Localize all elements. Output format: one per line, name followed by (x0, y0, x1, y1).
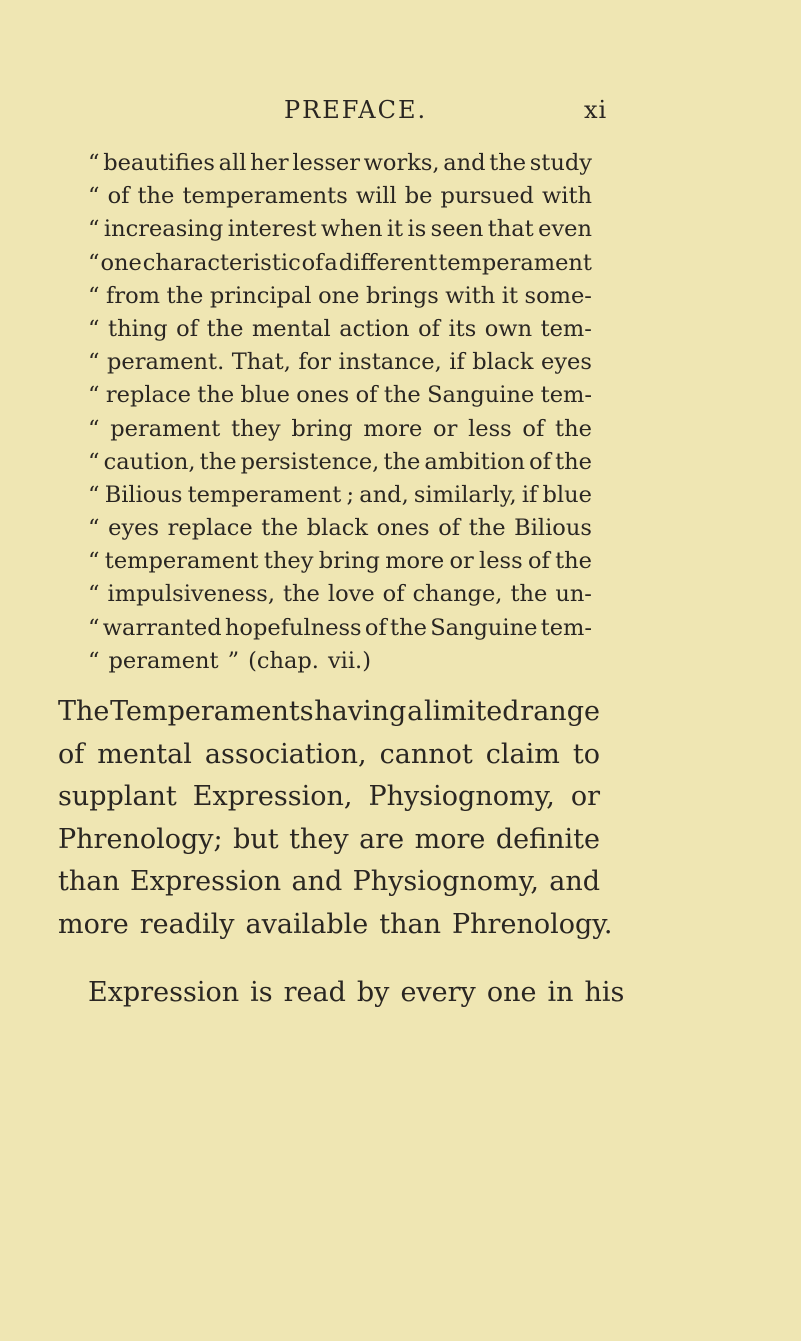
page-number: xi (584, 96, 608, 124)
quote-line: “ caution, the persistence, the ambition of the (88, 448, 592, 475)
quote-line: “ warranted hopefulness of the Sanguine tem- (88, 614, 592, 641)
quote-line: “ eyes replace the black ones of the Bilious (88, 515, 592, 542)
page-header (0, 92, 801, 132)
text-line: Phrenology; but they are more definite (58, 823, 600, 855)
quote-line: “ increasing interest when it is seen that even (88, 216, 592, 243)
quote-line: “ perament ” (chap. vii.) (88, 647, 371, 674)
text-line: The Temperaments having a limited range (58, 696, 600, 727)
quote-line: “ thing of the mental action of its own tem- (88, 315, 592, 342)
body-paragraph-continued (88, 972, 625, 1015)
quote-line: “ from the principal one brings with it some- (88, 282, 592, 309)
quote-line: “ Bilious temperament ; and, similarly, if blue (88, 481, 592, 508)
quote-line: “ beautifies all her lesser works, and the study (88, 150, 592, 176)
body-paragraph (58, 691, 613, 946)
quote-line: “ impulsiveness, the love of change, the un- (88, 581, 592, 608)
running-head: PREFACE. (284, 96, 428, 124)
quote-line: “ temperament they bring more or less of the (88, 548, 592, 575)
quote-line: “ perament. That, for instance, if black eyes (88, 349, 592, 376)
quote-line: “ of the temperaments will be pursued with (88, 183, 592, 210)
text-line: more readily available than Phrenology. (58, 908, 613, 940)
text-line: supplant Expression, Physiognomy, or (58, 781, 600, 812)
text-line: Expression is read by every one in his (88, 977, 625, 1008)
text-line: than Expression and Physiognomy, and (58, 866, 600, 897)
quote-line: “ one characteristic of a different temperament (88, 249, 592, 276)
quote-line: “ perament they bring more or less of the (88, 415, 592, 442)
quoted-passage (88, 147, 592, 678)
quote-line: “ replace the blue ones of the Sanguine tem- (88, 382, 592, 409)
text-line: of mental association, cannot claim to (58, 738, 600, 770)
